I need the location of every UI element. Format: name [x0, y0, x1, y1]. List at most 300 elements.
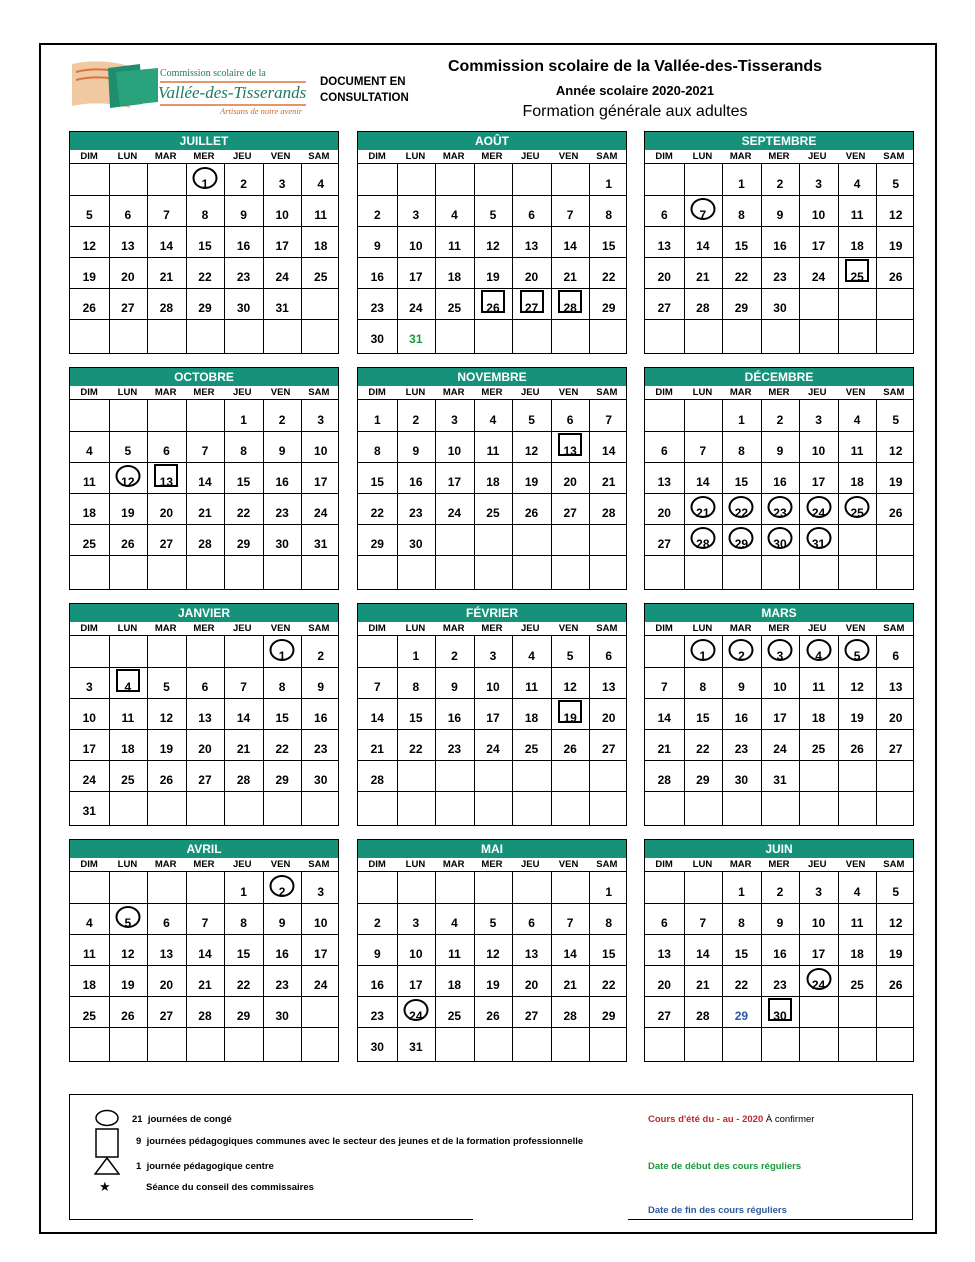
- day-cell: 12: [121, 947, 135, 961]
- day-cell: 8: [240, 444, 247, 458]
- day-cell: 9: [373, 239, 381, 253]
- month-title: MARS: [645, 604, 913, 622]
- day-cell: 1: [240, 413, 247, 427]
- day-cell: 27: [198, 773, 212, 787]
- day-cell: 10: [486, 680, 500, 694]
- weekday-label: JEU: [808, 387, 827, 398]
- day-grid: [358, 400, 626, 589]
- day-cell: 24: [773, 742, 787, 756]
- day-cell: 30: [761, 996, 800, 1027]
- day-cell: 29: [722, 524, 761, 555]
- day-cell: 24: [314, 506, 328, 520]
- weekday-label: VEN: [270, 623, 291, 634]
- month-9: [69, 839, 339, 1062]
- day-cell: 14: [198, 475, 212, 489]
- month-title: AVRIL: [70, 840, 338, 858]
- day-cell: 14: [696, 475, 710, 489]
- day-cell: 6: [201, 680, 209, 694]
- day-cell: 23: [314, 742, 328, 756]
- weekday-label: SAM: [883, 623, 905, 634]
- day-cell: 17: [773, 711, 787, 725]
- day-cell: 1: [412, 649, 420, 663]
- month-title: JUILLET: [70, 132, 338, 150]
- day-cell: 26: [486, 1009, 500, 1023]
- day-cell: 20: [159, 978, 174, 992]
- day-cell: 13: [198, 711, 212, 725]
- month-11: [644, 839, 914, 1062]
- day-cell: 25: [850, 978, 864, 992]
- holiday-circle-marker: [690, 496, 715, 518]
- holiday-circle-marker: [115, 906, 140, 928]
- day-cell: 27: [657, 537, 671, 551]
- seance-label: Séance du conseil des commissaires: [146, 1182, 314, 1193]
- day-cell: 24: [447, 506, 462, 520]
- day-cell: 24: [799, 493, 838, 524]
- day-cell: 3: [317, 885, 325, 899]
- day-cell: 9: [412, 444, 420, 458]
- day-cell: 23: [447, 742, 462, 756]
- day-cell: 18: [314, 239, 328, 253]
- weekday-label: MAR: [154, 623, 177, 634]
- grid-row-line: [645, 791, 913, 792]
- day-cell: 16: [773, 947, 787, 961]
- pedagogical-day-square-marker: [154, 464, 178, 487]
- month-7: [357, 603, 627, 826]
- weekday-label: VEN: [270, 151, 291, 162]
- day-cell: 11: [850, 916, 864, 930]
- day-cell: 16: [773, 475, 787, 489]
- day-cell: 18: [447, 270, 462, 284]
- day-cell: 20: [159, 506, 174, 520]
- weekday-header: [358, 622, 626, 636]
- holiday-circle-marker: [729, 639, 754, 661]
- day-cell: 26: [121, 537, 135, 551]
- weekday-header: [70, 858, 338, 872]
- day-cell: 30: [409, 537, 423, 551]
- document-status-note: [320, 74, 430, 106]
- weekday-label: MAR: [442, 151, 465, 162]
- weekday-label: LUN: [692, 859, 713, 870]
- day-cell: 26: [850, 742, 864, 756]
- weekday-label: SAM: [308, 859, 330, 870]
- day-cell: 4: [528, 649, 535, 663]
- day-cell: 6: [660, 208, 668, 222]
- day-cell: 30: [236, 301, 251, 315]
- day-cell: 4: [853, 413, 861, 427]
- weekday-label: LUN: [405, 387, 426, 398]
- day-cell: 28: [198, 1009, 212, 1023]
- day-cell: 23: [773, 270, 787, 284]
- day-cell: 13: [551, 431, 590, 462]
- day-cell: 28: [236, 773, 251, 787]
- weekday-label: VEN: [845, 623, 866, 634]
- day-cell: 18: [486, 475, 500, 489]
- day-cell: 23: [773, 978, 787, 992]
- day-cell: 10: [773, 680, 787, 694]
- star-legend-icon: ★: [99, 1179, 111, 1194]
- pedagogical-day-square-marker: [845, 259, 869, 282]
- day-cell: 8: [278, 680, 286, 694]
- day-cell: 7: [566, 208, 574, 222]
- day-cell: 15: [734, 475, 749, 489]
- day-cell: 17: [82, 742, 96, 756]
- day-cell: 25: [838, 257, 877, 288]
- day-cell: 9: [240, 208, 247, 222]
- day-cell: 15: [236, 475, 251, 489]
- day-cell: 26: [82, 301, 96, 315]
- day-cell: 19: [82, 270, 96, 284]
- holiday-circle-marker: [270, 639, 295, 661]
- day-cell: 2: [776, 885, 784, 899]
- day-cell: 5: [163, 680, 170, 694]
- day-cell: 29: [602, 1009, 616, 1023]
- month-3: [69, 367, 339, 590]
- day-cell: 25: [447, 1009, 462, 1023]
- day-cell: 11: [850, 208, 864, 222]
- day-cell: 25: [121, 773, 135, 787]
- day-cell: 27: [889, 742, 903, 756]
- weekday-label: MER: [193, 151, 215, 162]
- day-cell: 19: [121, 506, 135, 520]
- day-cell: 8: [412, 680, 420, 694]
- day-cell: 12: [524, 444, 539, 458]
- triangle-legend-icon: [94, 1157, 120, 1175]
- day-cell: 27: [121, 301, 135, 315]
- weekday-label: DIM: [655, 151, 673, 162]
- day-cell: 3: [317, 413, 325, 427]
- weekday-label: DIM: [368, 623, 386, 634]
- day-cell: 7: [566, 916, 574, 930]
- weekday-label: MAR: [729, 387, 752, 398]
- month-0: [69, 131, 339, 354]
- month-6: [69, 603, 339, 826]
- day-grid: [645, 164, 913, 353]
- holiday-circle-marker: [806, 496, 831, 518]
- weekday-label: DIM: [368, 387, 386, 398]
- weekday-label: VEN: [270, 387, 291, 398]
- doc-note-line2: CONSULTATION: [320, 92, 409, 104]
- weekday-label: VEN: [845, 151, 866, 162]
- holiday-circle-marker: [806, 968, 831, 990]
- day-cell: 31: [82, 804, 96, 818]
- day-cell: 4: [451, 208, 458, 222]
- day-cell: 8: [699, 680, 707, 694]
- day-cell: 23: [370, 301, 384, 315]
- day-cell: 11: [525, 680, 538, 694]
- day-cell: 17: [314, 475, 328, 489]
- weekday-label: MER: [481, 151, 503, 162]
- month-title: MAI: [358, 840, 626, 858]
- day-cell: 3: [815, 413, 822, 427]
- weekday-header: [645, 386, 913, 400]
- day-cell: 9: [373, 947, 381, 961]
- day-cell: 11: [82, 947, 96, 961]
- day-grid: [70, 164, 338, 353]
- day-cell: 4: [317, 177, 325, 191]
- day-cell: 8: [738, 444, 745, 458]
- day-cell: 7: [240, 680, 247, 694]
- weekday-label: JEU: [808, 151, 827, 162]
- logo-line2: Vallée-des-Tisserands: [158, 83, 307, 102]
- day-cell: 3: [489, 649, 497, 663]
- logo-book-icon: [72, 61, 158, 108]
- day-cell: 27: [657, 301, 671, 315]
- day-cell: 31: [314, 537, 328, 551]
- day-cell: 5: [838, 636, 877, 667]
- day-cell: 18: [447, 978, 462, 992]
- weekday-label: VEN: [558, 623, 579, 634]
- day-cell: 22: [722, 493, 761, 524]
- month-5: [644, 367, 914, 590]
- day-cell: 28: [198, 537, 212, 551]
- day-grid: [70, 400, 338, 589]
- day-cell: 25: [524, 742, 539, 756]
- day-cell: 4: [85, 916, 93, 930]
- day-cell: 16: [370, 978, 384, 992]
- day-cell: 4: [853, 177, 861, 191]
- weekday-label: MAR: [729, 859, 752, 870]
- day-cell: 9: [278, 444, 286, 458]
- day-cell: 31: [275, 301, 289, 315]
- day-cell: 8: [738, 208, 745, 222]
- weekday-label: MAR: [442, 623, 465, 634]
- day-cell: 22: [409, 742, 423, 756]
- weekday-label: SAM: [596, 387, 618, 398]
- square-legend-icon: [94, 1127, 120, 1159]
- day-cell: 13: [147, 462, 186, 493]
- day-cell: 17: [447, 475, 462, 489]
- day-cell: 9: [738, 680, 745, 694]
- day-cell: 12: [109, 462, 148, 493]
- weekday-label: DIM: [80, 387, 98, 398]
- day-cell: 16: [314, 711, 328, 725]
- weekday-label: DIM: [655, 623, 673, 634]
- day-cell: 24: [811, 270, 826, 284]
- conge-label: journées de congé: [147, 1114, 232, 1125]
- day-cell: 8: [201, 208, 209, 222]
- weekday-label: SAM: [883, 387, 905, 398]
- day-cell: 23: [370, 1009, 384, 1023]
- day-cell: 30: [275, 1009, 289, 1023]
- weekday-label: SAM: [883, 859, 905, 870]
- day-cell: 23: [734, 742, 749, 756]
- grid-row-line: [358, 760, 626, 761]
- day-cell: 22: [370, 506, 384, 520]
- grid-row-line: [70, 555, 338, 556]
- day-cell: 11: [448, 947, 461, 961]
- weekday-label: JEU: [521, 859, 540, 870]
- weekday-label: DIM: [80, 151, 98, 162]
- pedagogical-day-square-marker: [520, 290, 544, 313]
- circle-legend-icon: [94, 1109, 120, 1127]
- pedagogical-day-square-marker: [558, 700, 582, 723]
- holiday-circle-marker: [767, 527, 792, 549]
- day-cell: 9: [776, 916, 784, 930]
- day-cell: 30: [370, 332, 384, 346]
- weekday-label: MER: [768, 151, 790, 162]
- holiday-circle-marker: [845, 639, 870, 661]
- weekday-label: MER: [768, 859, 790, 870]
- weekday-label: LUN: [405, 623, 426, 634]
- day-cell: 13: [121, 239, 135, 253]
- day-cell: 6: [528, 916, 535, 930]
- day-cell: 1: [263, 636, 302, 667]
- day-cell: 12: [850, 680, 864, 694]
- weekday-label: LUN: [692, 151, 713, 162]
- day-cell: 29: [370, 537, 384, 551]
- day-cell: 7: [684, 195, 723, 226]
- weekday-label: DIM: [80, 859, 98, 870]
- summer-course-note: À confirmer: [765, 1114, 815, 1125]
- day-cell: 19: [889, 947, 903, 961]
- day-cell: 31: [409, 332, 423, 346]
- day-cell: 17: [409, 270, 423, 284]
- day-cell: 16: [773, 239, 787, 253]
- day-cell: 6: [892, 649, 900, 663]
- day-cell: 18: [850, 475, 864, 489]
- weekday-label: SAM: [596, 623, 618, 634]
- day-cell: 26: [889, 270, 903, 284]
- weekday-label: SAM: [596, 151, 618, 162]
- weekday-label: VEN: [270, 859, 291, 870]
- day-cell: 31: [799, 524, 838, 555]
- day-cell: 16: [275, 947, 289, 961]
- weekday-label: JEU: [808, 623, 827, 634]
- weekday-label: JEU: [233, 623, 252, 634]
- day-cell: 24: [397, 996, 436, 1027]
- day-cell: 12: [889, 444, 903, 458]
- day-cell: 22: [602, 270, 616, 284]
- day-cell: 2: [776, 177, 784, 191]
- day-cell: 1: [738, 885, 745, 899]
- day-cell: 13: [159, 947, 174, 961]
- day-cell: 29: [696, 773, 710, 787]
- day-cell: 19: [486, 978, 500, 992]
- centre-label: journée pédagogique centre: [146, 1161, 274, 1172]
- holiday-circle-marker: [690, 527, 715, 549]
- day-cell: 26: [474, 288, 513, 319]
- weekday-label: MER: [768, 623, 790, 634]
- weekday-label: JEU: [233, 387, 252, 398]
- day-cell: 13: [657, 947, 671, 961]
- pedagogical-day-square-marker: [558, 433, 582, 456]
- day-cell: 9: [317, 680, 325, 694]
- weekday-label: LUN: [405, 151, 426, 162]
- day-cell: 29: [734, 1009, 749, 1023]
- day-cell: 21: [563, 270, 577, 284]
- day-cell: 14: [159, 239, 174, 253]
- day-cell: 3: [761, 636, 800, 667]
- legend-bottom-line-right: [628, 1219, 913, 1220]
- weekday-label: SAM: [883, 151, 905, 162]
- day-cell: 12: [159, 711, 174, 725]
- day-cell: 21: [602, 475, 616, 489]
- day-grid: [645, 400, 913, 589]
- day-cell: 22: [734, 270, 749, 284]
- day-grid: [645, 872, 913, 1061]
- day-cell: 21: [696, 270, 710, 284]
- day-cell: 1: [605, 177, 613, 191]
- grid-row-line: [645, 1027, 913, 1028]
- day-cell: 6: [163, 916, 170, 930]
- centre-count: 1: [136, 1161, 142, 1172]
- day-cell: 28: [159, 301, 174, 315]
- day-cell: 15: [409, 711, 423, 725]
- weekday-label: MAR: [729, 623, 752, 634]
- holiday-circle-marker: [806, 527, 831, 549]
- day-cell: 28: [696, 1009, 710, 1023]
- day-cell: 20: [657, 270, 671, 284]
- weekday-label: DIM: [368, 859, 386, 870]
- day-cell: 25: [447, 301, 462, 315]
- holiday-circle-marker: [767, 639, 792, 661]
- holiday-circle-marker: [690, 639, 715, 661]
- weekday-header: [645, 858, 913, 872]
- day-cell: 15: [198, 239, 212, 253]
- day-cell: 14: [696, 239, 710, 253]
- day-cell: 22: [236, 506, 251, 520]
- day-cell: 1: [738, 413, 745, 427]
- day-cell: 20: [889, 711, 903, 725]
- day-cell: 7: [201, 444, 209, 458]
- weekday-header: [70, 622, 338, 636]
- day-cell: 10: [82, 711, 96, 725]
- day-cell: 13: [524, 947, 539, 961]
- day-cell: 17: [811, 475, 826, 489]
- weekday-label: JEU: [521, 151, 540, 162]
- day-cell: 26: [159, 773, 174, 787]
- day-cell: 4: [109, 667, 148, 698]
- month-title: OCTOBRE: [70, 368, 338, 386]
- holiday-circle-marker: [192, 167, 217, 189]
- day-cell: 27: [512, 288, 551, 319]
- day-cell: 24: [799, 965, 838, 996]
- day-cell: 20: [524, 978, 539, 992]
- day-cell: 22: [734, 978, 749, 992]
- weekday-label: MER: [193, 387, 215, 398]
- grid-row-line: [70, 791, 338, 792]
- day-cell: 29: [198, 301, 212, 315]
- day-cell: 11: [314, 208, 328, 222]
- weekday-label: MAR: [442, 387, 465, 398]
- organization-title: Commission scolaire de la Vallée-des-Tisserands: [447, 58, 823, 75]
- day-cell: 1: [738, 177, 745, 191]
- day-cell: 21: [198, 506, 212, 520]
- day-cell: 2: [317, 649, 325, 663]
- day-cell: 28: [551, 288, 590, 319]
- holiday-circle-marker: [845, 496, 870, 518]
- weekday-label: SAM: [308, 151, 330, 162]
- day-cell: 30: [275, 537, 289, 551]
- weekday-label: SAM: [308, 387, 330, 398]
- day-cell: 20: [563, 475, 577, 489]
- logo-line1: Commission scolaire de la: [160, 68, 266, 79]
- grid-row-line: [70, 319, 338, 320]
- school-board-logo: [70, 56, 310, 122]
- day-cell: 25: [486, 506, 500, 520]
- day-cell: 2: [722, 636, 761, 667]
- weekday-label: LUN: [117, 387, 138, 398]
- day-cell: 4: [489, 413, 497, 427]
- legend: [69, 1094, 913, 1219]
- day-cell: 7: [605, 413, 613, 427]
- day-cell: 7: [660, 680, 668, 694]
- day-cell: 23: [275, 506, 289, 520]
- weekday-label: LUN: [692, 623, 713, 634]
- month-title: FÉVRIER: [358, 604, 626, 622]
- weekday-label: VEN: [845, 859, 866, 870]
- day-cell: 8: [738, 916, 745, 930]
